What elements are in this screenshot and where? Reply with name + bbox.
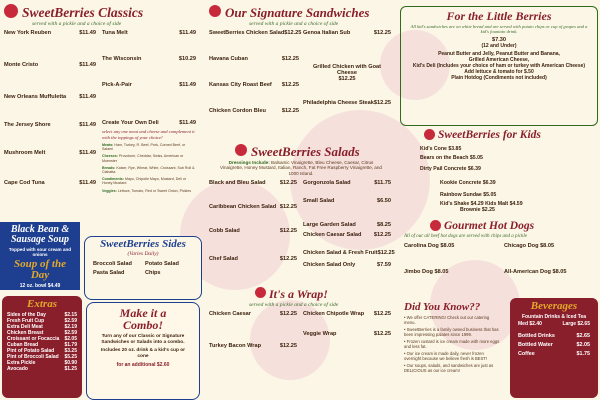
select-note: select any one meat and cheese and complement it with the toppings of your choice! [102, 129, 195, 140]
kids-item: Brownie $2.25 [460, 207, 495, 213]
salads-section [205, 140, 395, 285]
soup-price: 12 oz. bowl $4.49 [19, 283, 61, 289]
beverages-list [510, 327, 598, 357]
salads-title: SweetBerries Salads [251, 144, 360, 159]
soup-description: Topped with sour cream and onions [8, 247, 72, 257]
side-item: Chips [145, 270, 161, 276]
berry-icon [255, 287, 266, 298]
berry-icon [235, 144, 247, 156]
menu-item-name: Monte Cristo [4, 62, 39, 68]
fact-item: • Our ice cream is made daily, never frozen overnight because we believe fresh is BEST! [404, 351, 488, 361]
menu-item-name: The Wisconsin [102, 56, 142, 62]
menu-item-name: New York Reuben [4, 30, 52, 36]
extra-item-name: Cuban Bread [7, 342, 39, 348]
sides-title: SweetBerries Sides [100, 238, 186, 250]
side-item: Potato Salad [145, 261, 179, 267]
kid-item: Peanut Butter and Jelly, Peanut Butter and Banana, [438, 50, 560, 57]
breads-label: Breads: [102, 165, 116, 170]
salads-left-list [209, 180, 297, 262]
fact-item: • Frozen custard is ice cream made with more eggs and less fat. [404, 339, 500, 349]
menu-item-price: $12.25 [279, 256, 297, 262]
beverage-name: Bottled Drinks [518, 333, 555, 339]
little-berries-box [400, 6, 598, 126]
menu-item-price: $8.25 [377, 222, 391, 228]
condiments-label: Condiments: [102, 177, 124, 182]
menu-item-price: $12.25 [279, 228, 297, 234]
beverage-name: Coffee [518, 351, 535, 357]
combo-title: Make it a Combo! [119, 306, 167, 332]
hotdogs-title: Gourmet Hot Dogs [444, 220, 535, 232]
extra-item-price: $1.25 [64, 366, 77, 372]
menu-item-name: New Orleans Muffuletta [4, 94, 67, 100]
menu-item-price: $12.25 [279, 311, 297, 317]
menu-item-name: Chicken Caesar [209, 311, 251, 317]
kids-section [400, 124, 596, 216]
beverage-price: $2.65 [576, 333, 590, 339]
menu-item-name: Grilled Chicken with Goat Cheese [312, 64, 382, 76]
kids-item: Kid's Cone $3.85 [420, 146, 462, 152]
signature-left-list [209, 30, 302, 114]
menu-item-price: $12.25 [373, 311, 391, 317]
menu-item-price: $12.25 [284, 30, 302, 36]
beverages-box [510, 298, 598, 398]
meats-text: Ham, Turkey, R. Beef, Pork, Corned Beef, or Salami [102, 143, 186, 152]
kid-item: Kid's Deli (Includes your choice of ham or turkey with American Cheese) Add lettuce & tomato for $.50 [412, 62, 586, 75]
sides-box [84, 236, 202, 300]
beverage-price: $1.75 [576, 351, 590, 357]
menu-item-name: Create Your Own Deli [102, 120, 159, 126]
kids-item: Rainbow Sundae $5.05 [440, 192, 497, 198]
menu-item-description [4, 130, 96, 150]
menu-item-name: Chicken Salad Only [303, 262, 356, 268]
classics-section [0, 0, 200, 230]
extra-item-price: $1.79 [64, 342, 77, 348]
side-item: Broccoli Salad [93, 261, 132, 267]
extra-item-price: $2.59 [64, 318, 77, 324]
classics-subtitle: served with a pickle and a choice of side [32, 21, 122, 27]
extra-item-price: $2.59 [64, 330, 77, 336]
extra-item-name: Croissant or Focaccia [7, 336, 60, 342]
extras-title: Extras [27, 298, 57, 310]
extra-item-price: $2.15 [64, 312, 77, 318]
did-you-know-list [400, 313, 506, 373]
fact-item: • We offer CATERING! Check out our catering menu. [404, 315, 490, 325]
signature-title: Our Signature Sandwiches [225, 5, 370, 20]
did-you-know-section [400, 300, 506, 398]
extra-item-price: $2.05 [64, 336, 77, 342]
wrap-section [205, 285, 395, 400]
hotdog-item: Jimbo Dog $8.05 [404, 269, 449, 275]
wrap-title: It's a Wrap! [269, 287, 328, 301]
menu-item-price: $11.49 [79, 30, 96, 36]
fact-item: • Our soups, salads, and sandwiches are just as DELICIOUS as our ice cream! [404, 363, 494, 373]
beverages-title: Beverages [530, 300, 578, 312]
menu-item-name: Chicken Chipotle Wrap [303, 311, 365, 317]
menu-item-name: Turkey Bacon Wrap [209, 343, 262, 349]
sides-subtitle: (Varies Daily) [127, 251, 159, 257]
menu-item-price: $12.25 [373, 331, 391, 337]
menu-item-description [4, 70, 96, 94]
menu-item-price: $11.49 [79, 62, 96, 68]
cheeses-label: Cheeses: [102, 154, 118, 159]
wrap-left-list [209, 311, 297, 349]
extra-item-name: Fresh Fruit Cup [7, 318, 45, 324]
menu-item-price: $12.25 [279, 204, 297, 210]
hotdogs-section [400, 216, 600, 298]
breads-text: Kaiser, Rye, Wheat, White, Croissant, Sub Roll & Ciabatta [102, 165, 195, 175]
hotdogs-subtitle: All of our all beef hot dogs are served with chips and a pickle [404, 234, 527, 239]
extra-item-price: $5.25 [64, 354, 77, 360]
extra-item-name: Chicken Breast [7, 330, 44, 336]
menu-item-price: $12.25 [281, 108, 299, 114]
extras-box [2, 296, 82, 398]
menu-item-price: $11.49 [79, 180, 96, 186]
menu-item-price: $10.29 [178, 56, 196, 62]
extra-item-name: Extra Deli Meat [7, 324, 43, 330]
kid-item: Plain Hotdog (Condiments not included) [451, 74, 547, 81]
extra-item-name: Avocado [7, 366, 28, 372]
berry-icon [4, 4, 18, 18]
hotdog-item: Chicago Dog $8.05 [504, 243, 555, 249]
classics-title: SweetBerries Classics [22, 5, 144, 20]
kids-malt: Kids Malt $4.59 [485, 201, 523, 207]
combo-line2: Includes 20 oz. drink & a kid's cup or cone [100, 348, 186, 359]
wrap-right-list [303, 311, 391, 337]
hotdog-item: Carolina Dog $8.05 [404, 243, 455, 249]
signature-right-list [303, 30, 391, 106]
beverage-price: $2.05 [576, 342, 590, 348]
menu-item-price: $11.49 [179, 30, 196, 36]
extra-item-name: Sides of the Day [7, 312, 46, 318]
fountain-med: Med $2.40 [518, 321, 542, 327]
menu-item-price: $12.25 [279, 343, 297, 349]
menu-item-price: $12.25 [373, 100, 391, 106]
extra-item-name: Pint of Broccoli Salad [7, 354, 59, 360]
berry-icon [424, 129, 435, 140]
soup-of-day-title: Soup of the Day [14, 258, 66, 281]
kid-item: Grilled American Cheese, [468, 56, 530, 63]
menu-item-price: $12.25 [338, 76, 356, 82]
side-item: Pasta Salad [93, 270, 125, 276]
menu-item-price: $7.59 [377, 262, 391, 268]
kids-item: Kookie Concrete $6.39 [440, 180, 496, 186]
menu-item-name: Cape Cod Tuna [4, 180, 45, 186]
menu-item-name: Philadelphia Cheese Steak [303, 100, 374, 106]
hotdogs-right-list [504, 243, 596, 275]
little-berries-price: $7.30 [492, 36, 506, 43]
menu-item-price: $11.49 [79, 94, 96, 100]
menu-item-name: Kansas City Roast Beef [209, 82, 272, 88]
signature-subtitle: served with a pickle and a choice of side [249, 21, 339, 27]
menu-item-description [4, 102, 96, 122]
menu-item-name: Gorgonzola Salad [303, 180, 351, 186]
veggies-label: Veggies: [102, 188, 117, 193]
hotdog-item: All-American Dog $8.05 [504, 269, 567, 275]
menu-item-description [4, 158, 96, 180]
menu-item-price: $12.25 [373, 232, 391, 238]
menu-item-name: The Jersey Shore [4, 122, 51, 128]
combo-line1: Turn any of our Classic or Signature Sandwiches or Salads into a combo. [101, 334, 185, 345]
kids-item: Bears on the Beach $5.05 [420, 155, 483, 161]
menu-item-price: $12.25 [377, 250, 395, 256]
menu-item-name: Large Garden Salad [303, 222, 356, 228]
wrap-subtitle: served with a pickle and a choice of side [249, 302, 339, 308]
kids-title: SweetBerries for Kids [438, 129, 541, 141]
combo-box [86, 302, 200, 400]
extra-item-name: Pint of Potato Salad [7, 348, 55, 354]
menu-item-price: $11.49 [179, 82, 196, 88]
menu-item-name: Black and Bleu Salad [209, 180, 266, 186]
sides-list [85, 257, 201, 276]
meats-label: Meats: [102, 143, 114, 147]
beverage-name: Bottled Water [518, 342, 553, 348]
extra-item-price: $3.25 [64, 348, 77, 354]
menu-item-price: $12.25 [281, 82, 299, 88]
menu-item-price: $11.49 [79, 150, 96, 156]
extra-item-price: $2.19 [64, 324, 77, 330]
menu-item-name: Chicken Caesar Salad [303, 232, 362, 238]
berry-icon [209, 5, 221, 17]
menu-item-price: $12.25 [279, 180, 297, 186]
kids-list [420, 146, 584, 213]
menu-item-name: Caribbean Chicken Salad [209, 204, 277, 210]
little-berries-list [401, 49, 597, 81]
menu-item-name: Mushroom Melt [4, 150, 46, 156]
menu-item-description [4, 38, 96, 62]
menu-item-name: Chicken Salad & Fresh Fruit [303, 250, 378, 256]
hotdogs-left-list [404, 243, 494, 275]
menu-item-price: $12.25 [373, 30, 391, 36]
fountain-drinks: Fountain Drinks & Iced Tea [521, 314, 587, 320]
classics-left-list [4, 30, 96, 188]
little-berries-title: For the Little Berries [446, 9, 552, 23]
fountain-large: Large $2.65 [562, 321, 590, 327]
extra-item-price: $0.90 [64, 360, 77, 366]
classics-right-list [102, 30, 196, 193]
menu-item-price: $11.49 [79, 122, 96, 128]
menu-item-name: Small Salad [303, 198, 335, 204]
menu-item-name: Chicken Cordon Bleu [209, 108, 266, 114]
menu-item-name: Tuna Melt [102, 30, 128, 36]
menu-item-name: Chef Salad [209, 256, 238, 262]
menu-item-name: Cobb Salad [209, 228, 240, 234]
little-berries-size: (12 and Under) [481, 42, 517, 49]
berry-icon [430, 220, 441, 231]
little-berries-description: All kid's sandwiches are on white bread and are served with potato chips or cup of grapes and a kid's fountain drink. [410, 24, 588, 35]
menu-item-price: $11.75 [374, 180, 391, 186]
menu-item-name: Genoa Italian Sub [303, 30, 351, 36]
kids-item: Dirty Pail Concrete $6.39 [420, 166, 481, 172]
menu-item-name: Veggie Wrap [303, 331, 337, 337]
kids-item: Kid's Shake $4.29 Kids Malt $4.59 [440, 201, 523, 207]
did-you-know-title: Did You Know?? [404, 301, 481, 313]
soup-title: Black Bean & Sausage Soup [10, 224, 70, 245]
menu-item-name: Havana Cuban [209, 56, 248, 62]
veggies-text: Lettuce, Tomato, Red or Sweet Onion, Pickles [117, 188, 192, 193]
cheeses-text: Provolone, Cheddar, Swiss, American or Muenster [102, 154, 184, 163]
menu-item-name: Pick-A-Pair [102, 82, 132, 88]
menu-item-price: $6.50 [377, 198, 391, 204]
menu-item-name: SweetBerries Chicken Salad [209, 30, 285, 36]
signature-section [205, 0, 395, 140]
extras-list [2, 310, 82, 372]
extra-item-name: Extra Pickle [7, 360, 36, 366]
combo-line3: for an additional $2.60 [116, 362, 170, 368]
salads-right-list [303, 180, 395, 268]
menu-item-price: $12.25 [281, 56, 299, 62]
fact-item: • SweetBerries is a family owned business that has been impressing palates since 1999. [404, 327, 499, 337]
dressings-text: Dressings Include: Balsamic Vinaigrette, Bleu Cheese, Caesar, Citrus Vinaigrette, Honey Mustard, Italian, Ranch, Fat Free Raspberry Vinaigrette, and 1000 Island. [220, 160, 382, 176]
soup-box [0, 222, 80, 290]
condiments-text: Mayo, Chipotle Mayo, Mustard, Deli or Honey Mustard [102, 177, 187, 186]
menu-item-price: $11.49 [179, 120, 196, 126]
